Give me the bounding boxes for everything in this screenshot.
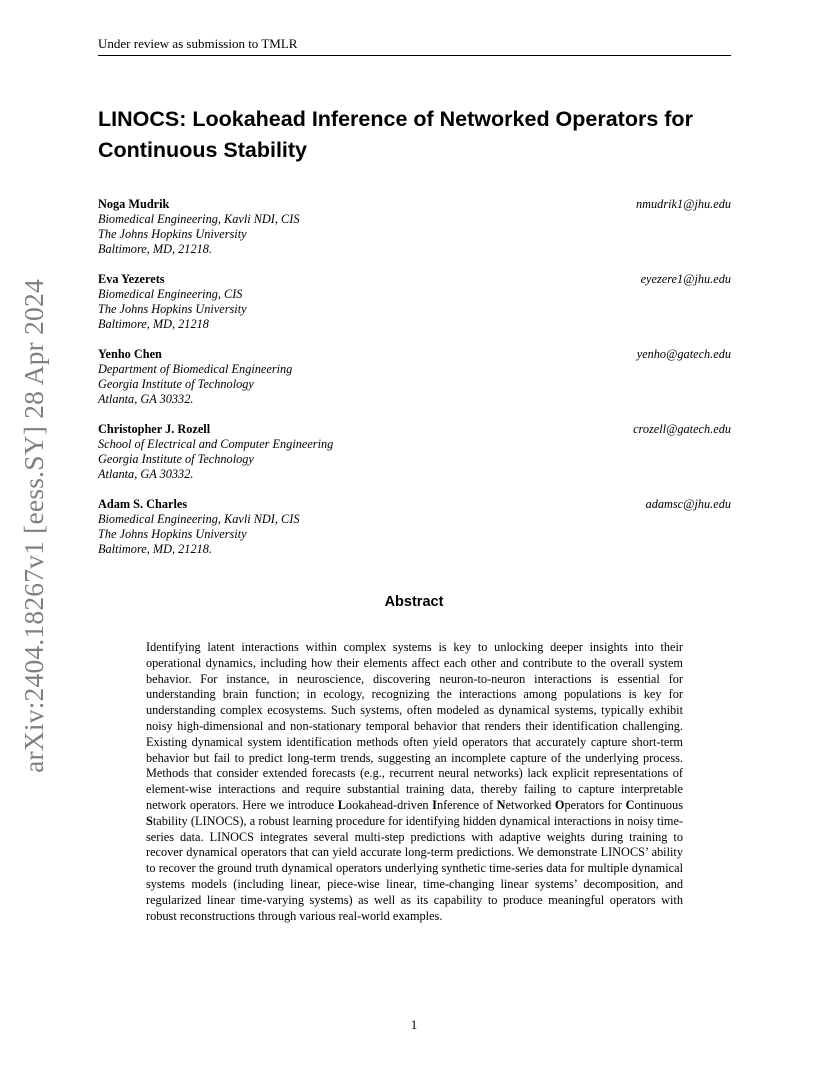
paper-title: LINOCS: Lookahead Inference of Networked Operators for Continuous Stability (98, 107, 693, 162)
abstract-name-rest: nference of (436, 797, 497, 812)
arxiv-stamp-text: arXiv:2404.18267v1 [eess.SY] 28 Apr 2024 (18, 279, 50, 773)
author-affiliation-line: The Johns Hopkins University (98, 302, 247, 316)
abstract-name-rest: perators for (564, 797, 626, 812)
arxiv-stamp (10, 280, 58, 772)
author-email[interactable]: adamsc@jhu.edu (645, 497, 731, 511)
author-block (98, 272, 731, 332)
abstract-name-rest: tability (152, 813, 188, 828)
abstract-name-bold-letter: O (554, 797, 565, 812)
author-email[interactable]: crozell@gatech.edu (633, 422, 731, 436)
author-email[interactable]: yenho@gatech.edu (636, 347, 731, 361)
author-affiliation-line: Biomedical Engineering, CIS (98, 287, 243, 301)
abstract-name-rest: ookahead-driven (345, 797, 433, 812)
author-name: Christopher J. Rozell (98, 422, 211, 436)
author-affiliation-line: Baltimore, MD, 21218 (98, 317, 209, 331)
author-affiliation-line: Department of Biomedical Engineering (98, 362, 293, 376)
author-block (98, 497, 731, 557)
author-affiliation-line: Biomedical Engineering, Kavli NDI, CIS (98, 212, 300, 226)
author-affiliation-line: Baltimore, MD, 21218. (98, 242, 212, 256)
author-affiliation-line: Atlanta, GA 30332. (98, 467, 194, 481)
author-name: Yenho Chen (98, 347, 162, 361)
author-email[interactable]: eyezere1@jhu.edu (640, 272, 731, 286)
author-name: Adam S. Charles (98, 497, 188, 511)
author-block (98, 422, 731, 482)
abstract-heading: Abstract (384, 594, 444, 610)
author-affiliation-line: The Johns Hopkins University (98, 227, 247, 241)
abstract-name-bold-letter: I (432, 797, 437, 812)
author-block (98, 197, 731, 257)
author-affiliation-line: School of Electrical and Computer Engineering (98, 437, 334, 451)
page-number: 1 (410, 1017, 418, 1032)
author-email[interactable]: nmudrik1@jhu.edu (636, 197, 731, 211)
author-affiliation-line: Baltimore, MD, 21218. (98, 542, 212, 556)
abstract-text-part2: (LINOCS), a robust learning procedure for identifying hidden dynamical interactions in noisy time-series data. LINOCS integrates several multi-step predictions with adaptive weights during training to recover dynamical operators that can yield accurate long-term predictions. We demonstrate LINOCS’ ability to recover the ground truth dynamical operators underlying synthetic time-series data for multiple dynamical systems models (including linear, piece-wise linear, time-changing linear systems’ decomposition, and regularized linear time-varying systems) as well as its capability to produce meaningful operators with robust reconstructions through various real-world examples. (146, 813, 683, 923)
abstract-text-part1: Identifying latent interactions within complex systems is key to unlocking deeper insights into their operational dynamics, including how their elements affect each other and contribute to the overall system behavior. For instance, in neuroscience, discovering neuron-to-neuron interactions is essential for understanding brain function; in ecology, recognizing the interactions among populations is key for understanding complex ecosystems. Such systems, often modeled as dynamical systems, typically exhibit noisy high-dimensional and non-stationary temporal behavior that renders their identification challenging. Existing dynamical system identification methods often yield operators that accurately capture short-term behavior but fail to predict long-term trends, suggesting an incomplete capture of the underlying process. Methods that consider extended forecasts (e.g., recurrent neural networks) lack explicit representations of element-wise interactions and require substantial training data, thereby failing to capture interpretable network operators. Here we introduce (146, 640, 683, 812)
author-affiliation-line: Biomedical Engineering, Kavli NDI, CIS (98, 512, 300, 526)
abstract-name-bold-letter: N (496, 797, 506, 812)
author-name: Noga Mudrik (98, 197, 170, 211)
abstract-name-rest: ontinuous (634, 797, 684, 812)
author-affiliation-line: Atlanta, GA 30332. (98, 392, 194, 406)
abstract-name-bold-letter: L (337, 797, 346, 812)
abstract-name-rest: etworked (505, 797, 555, 812)
author-affiliation-line: Georgia Institute of Technology (98, 377, 254, 391)
running-header: Under review as submission to TMLR (98, 36, 731, 56)
abstract-name-bold-letter: S (146, 813, 153, 828)
author-affiliation-line: Georgia Institute of Technology (98, 452, 254, 466)
author-block (98, 347, 731, 407)
abstract-name-bold-letter: C (625, 797, 635, 812)
abstract-body (146, 640, 683, 924)
author-affiliation-line: The Johns Hopkins University (98, 527, 247, 541)
author-name: Eva Yezerets (98, 272, 165, 286)
